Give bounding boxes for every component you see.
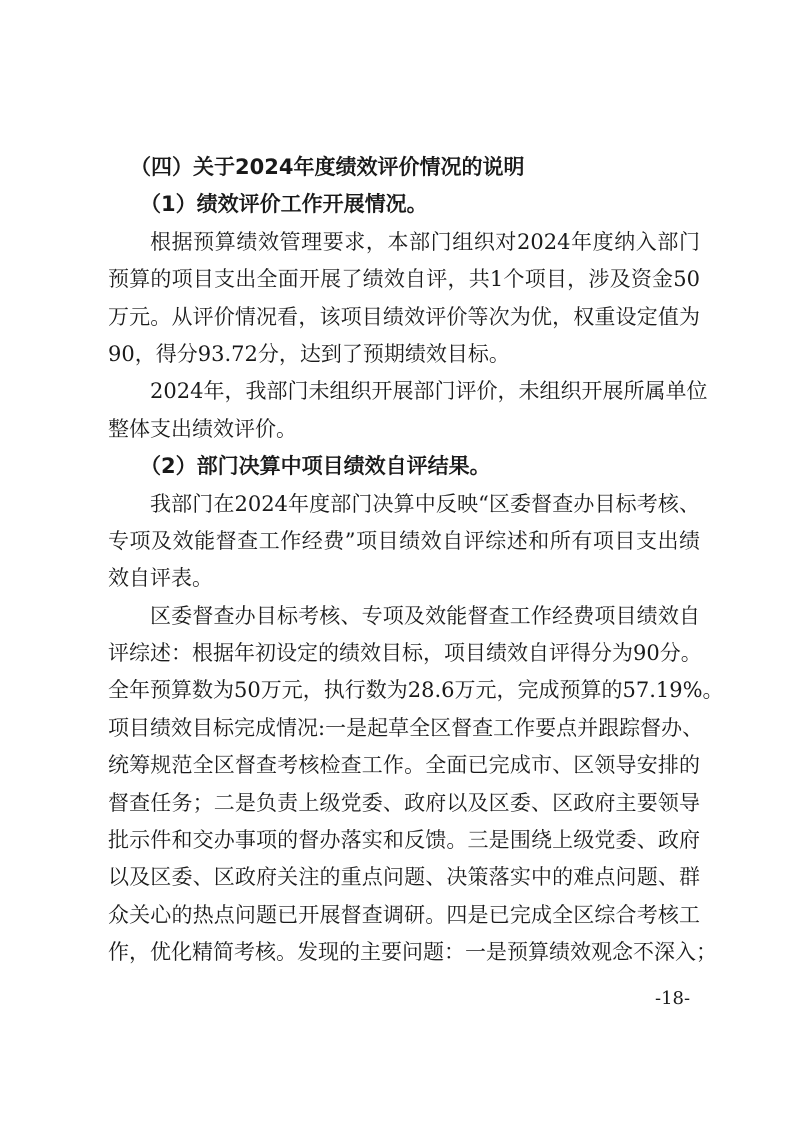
subheading-2: （2）部门决算中项目绩效自评结果。 <box>140 454 491 479</box>
paragraph-line: 督查任务；二是负责上级党委、政府以及区委、区政府主要领导 <box>108 790 700 815</box>
paragraph-line: 批示件和交办事项的督办落实和反馈。三是围绕上级党委、政府 <box>108 828 700 853</box>
paragraph-line: 万元。从评价情况看，该项目绩效评价等次为优，权重设定值为 <box>108 304 700 329</box>
document-body <box>108 149 724 972</box>
paragraph-line: 全年预算数为50万元，执行数为28.6万元，完成预算的57.19%。 <box>108 678 724 703</box>
paragraph-line: 根据预算绩效管理要求，本部门组织对2024年度纳入部门 <box>150 229 700 254</box>
paragraph-line: 90，得分93.72分，达到了预期绩效目标。 <box>108 341 510 366</box>
paragraph-line: 以及区委、区政府关注的重点问题、决策落实中的难点问题、群 <box>108 865 700 890</box>
paragraph-line: 整体支出绩效评价。 <box>108 416 297 441</box>
paragraph-line: 区委督查办目标考核、专项及效能督查工作经费项目绩效自 <box>150 603 700 628</box>
paragraph-line: 专项及效能督查工作经费”项目绩效自评综述和所有项目支出绩 <box>108 528 700 553</box>
subheading-1: （1）绩效评价工作开展情况。 <box>140 192 428 217</box>
paragraph-line: 作，优化精简考核。发现的主要问题：一是预算绩效观念不深入； <box>108 940 717 965</box>
paragraph-line: 预算的项目支出全面开展了绩效自评，共1个项目，涉及资金50 <box>108 267 700 292</box>
paragraph-line: 项目绩效目标完成情况:一是起草全区督查工作要点并跟踪督办、 <box>108 715 704 740</box>
paragraph-line: 统筹规范全区督查考核检查工作。全面已完成市、区领导安排的 <box>108 753 700 778</box>
paragraph-line: 众关心的热点问题已开展督查调研。四是已完成全区综合考核工 <box>108 902 700 927</box>
paragraph-line: 效自评表。 <box>108 566 213 591</box>
section-heading: （四）关于2024年度绩效评价情况的说明 <box>130 155 525 179</box>
paragraph-line: 2024年，我部门未组织开展部门评价，未组织开展所属单位 <box>150 379 708 404</box>
paragraph-line: 我部门在2024年度部门决算中反映“区委督查办目标考核、 <box>150 491 700 516</box>
paragraph-line: 评综述：根据年初设定的绩效目标，项目绩效自评得分为90分。 <box>108 641 702 666</box>
page-number: -18- <box>655 988 691 1009</box>
